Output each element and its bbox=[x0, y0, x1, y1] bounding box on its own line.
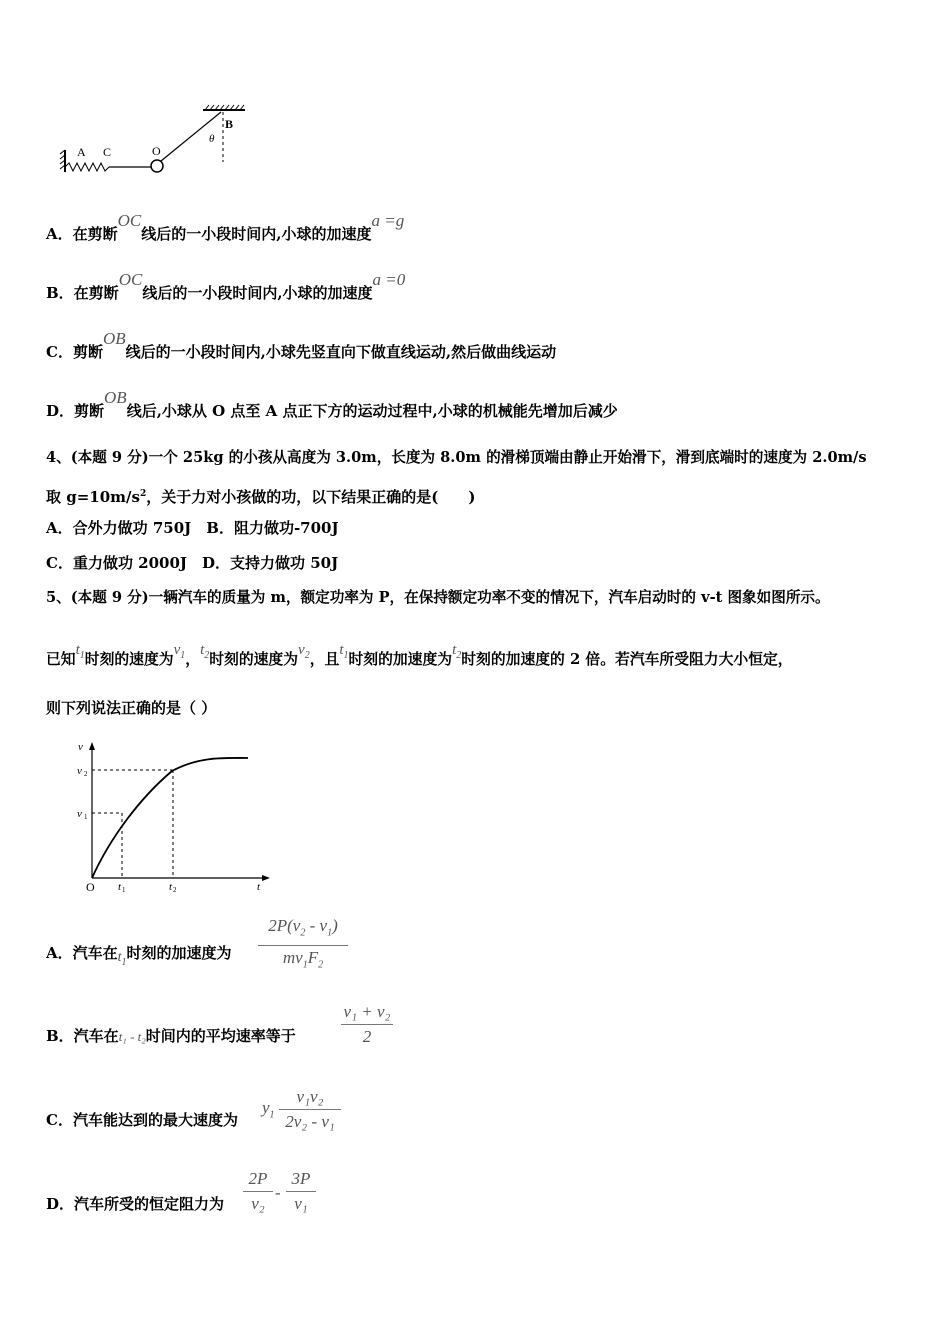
q3-a-math2: a =g bbox=[371, 211, 405, 230]
q3-option-b bbox=[46, 270, 406, 303]
q5-d-minus: - bbox=[275, 1183, 281, 1202]
q3-b-post: 线后的一小段时间内,小球的加速度 bbox=[142, 284, 373, 302]
q5-a-fraction: $2P(v_2 - v_1)$ $mv_1F_2$ bbox=[258, 915, 348, 977]
q5-l2-t1: $t_1$ bbox=[75, 642, 85, 661]
q4-line2-b: ，关于力对小孩做的功，以下结果正确的是( ) bbox=[146, 488, 476, 506]
q5-l2-t1b: $t_1$ bbox=[339, 642, 349, 661]
graph-label-v2: v bbox=[77, 765, 82, 777]
q3-option-c bbox=[46, 329, 557, 362]
q5-d-pre: D．汽车所受的恒定阻力为 bbox=[46, 1195, 225, 1213]
q5-l2-d: 时刻的速度为 bbox=[209, 651, 299, 668]
graph-axis-t: t bbox=[257, 881, 261, 893]
q5-b-post: 时间内的平均速率等于 bbox=[145, 1027, 296, 1045]
q5-d-fraction-2: 3P v₁ bbox=[286, 1168, 316, 1215]
q3-c-pre: C．剪断 bbox=[46, 343, 103, 361]
fig1-label-a: A bbox=[77, 145, 86, 159]
q5-b-range: t₁ - t₂ bbox=[118, 1029, 146, 1044]
q3-b-pre: B．在剪断 bbox=[46, 284, 119, 302]
q5-l2-v2: $v_2$ bbox=[298, 642, 310, 661]
q3-d-pre: D．剪断 bbox=[46, 402, 105, 420]
q5-c-pre: C．汽车能达到的最大速度为 bbox=[46, 1111, 238, 1129]
fig1-label-b: B bbox=[225, 117, 234, 131]
q5-option-c bbox=[46, 1110, 238, 1130]
q5-option-b bbox=[46, 1026, 296, 1047]
q3-d-math1: OB bbox=[104, 388, 127, 407]
q5-a-pre: A．汽车在 bbox=[46, 944, 118, 962]
q5-l2-v1: $v_1$ bbox=[173, 642, 186, 661]
q5-c-fraction: v₁v₂ 2v₂ - v₁ bbox=[279, 1086, 341, 1133]
q4-line2-sup: 2 bbox=[139, 489, 147, 499]
graph-label-v1-sub: 1 bbox=[84, 813, 88, 821]
vt-graph bbox=[70, 738, 280, 898]
q5-l2-e: ，且 bbox=[309, 651, 340, 668]
graph-axis-v: v bbox=[78, 741, 83, 753]
q3-d-post: 线后,小球从 O 点至 A 点正下方的运动过程中,小球的机械能先增加后减少 bbox=[126, 402, 618, 420]
q5-l2-t2b: $t_2$ bbox=[452, 642, 462, 661]
graph-label-t1-sub: 1 bbox=[122, 886, 126, 894]
q5-line3: 则下列说法正确的是（ ） bbox=[46, 699, 217, 717]
fig1-label-c: C bbox=[103, 145, 112, 159]
q4-options-cd: C．重力做功 2000J D．支持力做功 50J bbox=[46, 554, 339, 572]
q5-l2-f: 时刻的加速度为 bbox=[348, 651, 453, 668]
q3-a-pre: A．在剪断 bbox=[46, 225, 118, 243]
q3-option-a bbox=[46, 211, 405, 244]
q4-line2-a: 取 g=10m/s bbox=[46, 488, 140, 506]
q3-b-math1: OC bbox=[118, 270, 143, 289]
q5-line1: 5、(本题 9 分)一辆汽车的质量为 m，额定功率为 P，在保持额定功率不变的情况下，汽车启动时的 v-t 图象如图所示。 bbox=[46, 589, 830, 606]
q5-l2-t2: $t_2$ bbox=[200, 642, 210, 661]
graph-label-v2-sub: 2 bbox=[84, 770, 88, 778]
q3-a-post: 线后的一小段时间内,小球的加速度 bbox=[141, 225, 372, 243]
q5-a-post: 时刻的加速度为 bbox=[126, 944, 232, 962]
q5-c-y1: $y_1$ bbox=[262, 1098, 275, 1121]
q3-c-math1: OB bbox=[102, 329, 126, 348]
q5-l2-g: 时刻的加速度的 2 倍。若汽车所受阻力大小恒定， bbox=[461, 651, 793, 668]
graph-label-t2: t bbox=[169, 881, 173, 893]
graph-label-v1: v bbox=[77, 808, 82, 820]
q5-option-a bbox=[46, 943, 232, 970]
q3-a-math1: OC bbox=[117, 211, 142, 230]
q3-b-math2: a =0 bbox=[372, 270, 406, 289]
q5-d-fraction-1: 2P v₂ bbox=[243, 1168, 273, 1215]
q4-options-ab: A．合外力做功 750J B．阻力做功-700J bbox=[46, 519, 339, 537]
q5-l2-a: 已知 bbox=[46, 651, 76, 668]
fig1-label-theta: θ bbox=[209, 133, 215, 145]
fig1-label-o: O bbox=[152, 144, 161, 158]
q5-l2-c: ， bbox=[185, 651, 201, 668]
graph-label-t1: t bbox=[118, 881, 122, 893]
q5-l2-b: 时刻的速度为 bbox=[84, 651, 174, 668]
q3-c-post: 线后的一小段时间内,小球先竖直向下做直线运动,然后做曲线运动 bbox=[125, 343, 557, 361]
q4-line2 bbox=[46, 484, 475, 507]
q5-option-d bbox=[46, 1194, 224, 1214]
q3-option-d bbox=[46, 388, 618, 421]
q5-b-pre: B．汽车在 bbox=[46, 1027, 119, 1045]
graph-label-o: O bbox=[86, 880, 95, 894]
q4-line1: 4、(本题 9 分)一个 25kg 的小孩从高度为 3.0m，长度为 8.0m 的滑梯顶端由静止开始滑下，滑到底端时的速度为 2.0m/s bbox=[46, 449, 867, 466]
q5-a-t1: $t_1$ bbox=[117, 950, 127, 968]
q5-b-fraction: v₁ + v₂ 2 bbox=[341, 1001, 393, 1048]
graph-label-t2-sub: 2 bbox=[173, 886, 177, 894]
spring-ball-figure bbox=[55, 100, 265, 185]
q5-line2 bbox=[46, 642, 793, 676]
